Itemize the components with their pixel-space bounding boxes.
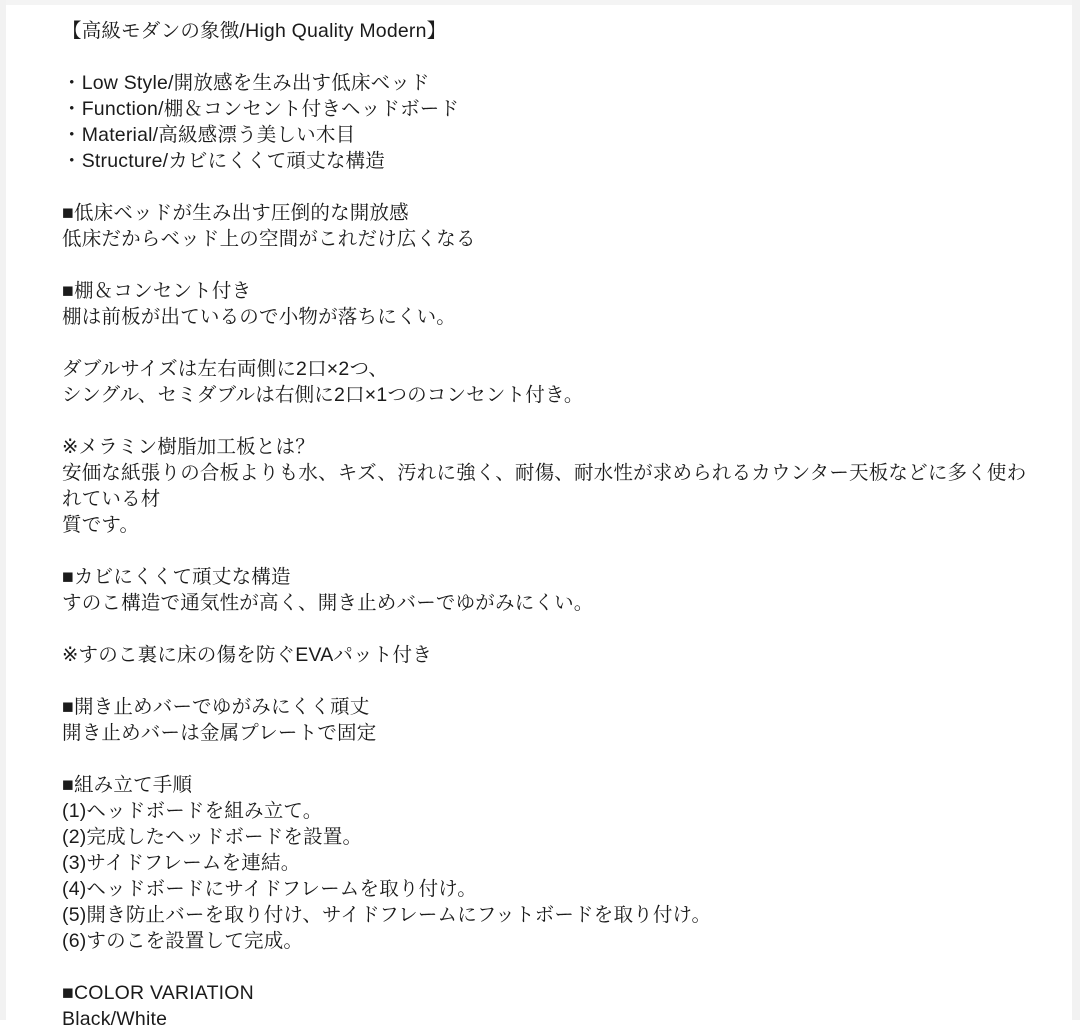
- section-heading: ■COLOR VARIATION: [62, 982, 254, 1004]
- anti-spread-bar-section-block: [62, 694, 1030, 746]
- section-text: 質です。: [62, 514, 140, 536]
- page-edge-top: [0, 0, 1080, 5]
- section-text: 開き止めバーは金属プレートで固定: [62, 722, 377, 744]
- section-text: Black/White: [62, 1008, 168, 1030]
- section-text: 棚は前板が出ているので小物が落ちにくい。: [62, 306, 457, 328]
- list-item: (1)ヘッドボードを組み立て。: [62, 800, 323, 822]
- list-item: (3)サイドフレームを連結。: [62, 852, 301, 874]
- section-heading: ■棚＆コンセント付き: [62, 280, 252, 302]
- section-text: ※すのこ裏に床の傷を防ぐEVAパット付き: [62, 644, 432, 666]
- feature-bullets-block: [62, 70, 1030, 174]
- spacer: [62, 330, 1030, 356]
- spacer: [62, 408, 1030, 434]
- section-text: すのこ構造で通気性が高く、開き止めバーでゆがみにくい。: [62, 592, 594, 614]
- section-text: ダブルサイズは左右両側に2口×2つ、: [62, 358, 389, 380]
- section-text: 低床だからベッド上の空間がこれだけ広くなる: [62, 228, 476, 250]
- spacer: [62, 668, 1030, 694]
- spacer: [62, 252, 1030, 278]
- section-heading: ■組み立て手順: [62, 774, 193, 796]
- list-item: (5)開き防止バーを取り付け、サイドフレームにフットボードを取り付け。: [62, 904, 712, 926]
- eva-pad-section-block: [62, 642, 1030, 668]
- spacer: [62, 44, 1030, 70]
- assembly-section-block: [62, 772, 1030, 954]
- list-item: ・Structure/カビにくくて頑丈な構造: [62, 150, 385, 172]
- section-heading: ■低床ベッドが生み出す圧倒的な開放感: [62, 202, 409, 224]
- spacer: [62, 538, 1030, 564]
- spacer: [62, 954, 1030, 980]
- section-heading: ■カビにくくて頑丈な構造: [62, 566, 291, 588]
- document-content: [0, 12, 1080, 1032]
- section-heading: ※メラミン樹脂加工板とは？: [62, 436, 315, 458]
- list-item: ・Material/高級感漂う美しい木目: [62, 124, 356, 146]
- section-heading: ■開き止めバーでゆがみにくく頑丈: [62, 696, 370, 718]
- spacer: [62, 616, 1030, 642]
- list-item: ・Low Style/開放感を生み出す低床ベッド: [62, 72, 430, 94]
- structure-section-block: [62, 564, 1030, 616]
- spacer: [62, 746, 1030, 772]
- shelf-outlet-section-block: [62, 278, 1030, 330]
- color-variation-section-block: [62, 980, 1030, 1032]
- section-text: 安価な紙張りの合板よりも水、キズ、汚れに強く、耐傷、耐水性が求められるカウンター天板などに多く使われている材: [62, 462, 1027, 510]
- section-text: シングル、セミダブルは右側に2口×1つのコンセント付き。: [62, 384, 584, 406]
- list-item: (6)すのこを設置して完成。: [62, 930, 304, 952]
- list-item: (2)完成したヘッドボードを設置。: [62, 826, 363, 848]
- spacer: [62, 174, 1030, 200]
- page-title: 【高級モダンの象徴/High Quality Modern】: [62, 20, 447, 42]
- melamine-section-block: [62, 434, 1030, 538]
- list-item: (4)ヘッドボードにサイドフレームを取り付け。: [62, 878, 477, 900]
- document-heading-block: [62, 18, 1030, 44]
- outlet-detail-section-block: [62, 356, 1030, 408]
- list-item: ・Function/棚＆コンセント付きヘッドボード: [62, 98, 460, 120]
- low-floor-section-block: [62, 200, 1030, 252]
